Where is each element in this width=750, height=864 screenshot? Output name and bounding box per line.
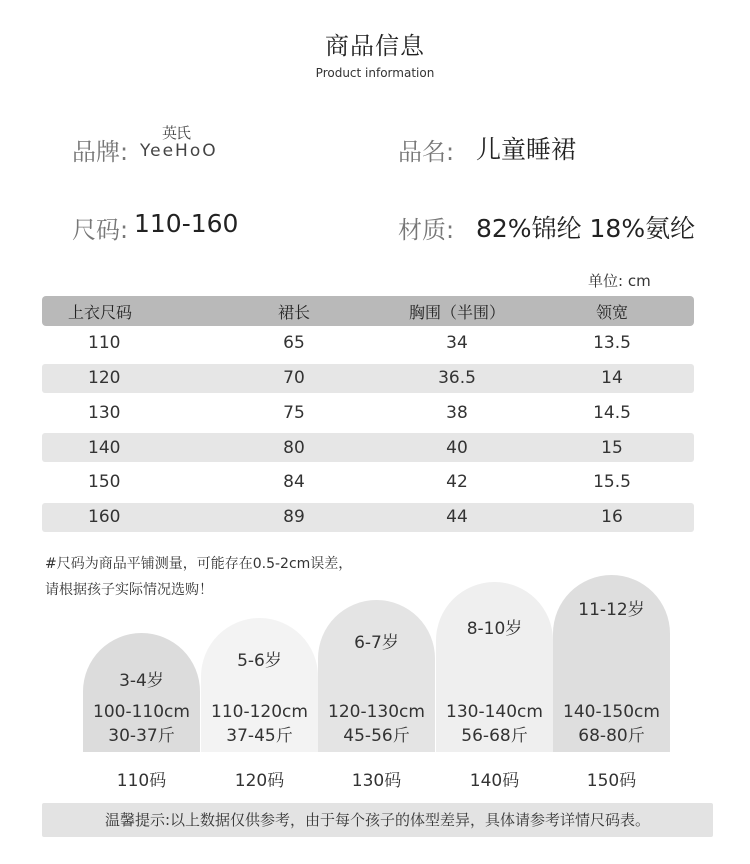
table-header-cell: 上衣尺码 <box>68 302 133 322</box>
product-name-value: 儿童睡裙 <box>476 135 577 164</box>
weight-range: 56-68斤 <box>461 726 528 746</box>
table-row <box>42 396 694 431</box>
age-guide-card <box>318 600 435 752</box>
table-cell: 120 <box>88 368 121 388</box>
table-cell: 15 <box>601 437 623 458</box>
table-cell: 80 <box>283 437 305 458</box>
table-cell: 42 <box>446 472 468 493</box>
height-range: 110-120cm <box>211 702 308 722</box>
size-value: 110-160 <box>134 209 239 238</box>
age-guide-card <box>201 618 318 752</box>
age-label: 11-12岁 <box>578 600 645 620</box>
table-cell: 84 <box>283 472 305 493</box>
table-cell: 150 <box>88 472 121 493</box>
table-row <box>42 326 694 361</box>
age-guide-card <box>436 582 553 752</box>
size-code: 140码 <box>469 771 520 791</box>
table-cell: 15.5 <box>593 472 631 493</box>
table-cell: 38 <box>446 402 468 423</box>
table-cell: 34 <box>446 333 468 354</box>
height-range: 140-150cm <box>563 702 660 722</box>
table-cell: 130 <box>88 402 121 423</box>
unit-label: 单位: cm <box>588 272 651 290</box>
page-subtitle: Product information <box>315 66 435 80</box>
age-label: 5-6岁 <box>237 651 282 671</box>
table-cell: 16 <box>601 507 623 527</box>
weight-range: 30-37斤 <box>108 726 175 746</box>
table-row <box>42 503 694 532</box>
table-header-cell: 领宽 <box>595 302 628 322</box>
size-code: 130码 <box>351 771 402 791</box>
size-label: 尺码: <box>72 216 129 244</box>
weight-range: 68-80斤 <box>578 726 645 746</box>
purchase-note: 请根据孩子实际情况选购！ <box>45 582 213 598</box>
product-name-label: 品名: <box>398 138 455 166</box>
table-cell: 36.5 <box>438 368 476 388</box>
weight-range: 45-56斤 <box>343 726 410 746</box>
table-cell: 40 <box>446 437 468 458</box>
table-cell: 110 <box>88 333 121 354</box>
size-table <box>42 296 694 535</box>
table-cell: 160 <box>88 507 121 527</box>
size-code: 110码 <box>116 771 167 791</box>
material-value: 82%锦纶 18%氨纶 <box>476 214 696 243</box>
table-header-cell: 裙长 <box>278 302 311 322</box>
weight-range: 37-45斤 <box>226 726 293 746</box>
page-title: 商品信息 <box>325 32 425 60</box>
material-label: 材质: <box>398 216 455 244</box>
table-header-cell: 胸围（半围） <box>408 302 505 322</box>
age-guide-card <box>83 633 200 752</box>
height-range: 100-110cm <box>93 702 190 722</box>
age-label: 6-7岁 <box>354 633 399 653</box>
brand-label: 品牌: <box>72 138 129 166</box>
table-cell: 70 <box>283 368 305 388</box>
brand-logo <box>140 122 240 162</box>
height-range: 130-140cm <box>446 702 543 722</box>
size-code: 150码 <box>586 771 637 791</box>
table-header-row <box>42 296 694 326</box>
table-cell: 75 <box>283 402 305 423</box>
age-label: 3-4岁 <box>119 671 164 691</box>
table-cell: 14.5 <box>593 402 631 423</box>
table-cell: 44 <box>446 507 468 527</box>
brand-logo-cn: 英氏 <box>162 124 191 142</box>
age-guide-card <box>553 575 670 752</box>
size-code: 120码 <box>234 771 285 791</box>
table-row <box>42 465 694 500</box>
table-cell: 140 <box>88 437 121 458</box>
table-row <box>42 433 694 462</box>
table-row <box>42 364 694 393</box>
age-label: 8-10岁 <box>466 619 523 639</box>
table-cell: 14 <box>601 368 623 388</box>
brand-logo-en: YeeHoO <box>140 141 218 161</box>
measurement-note: #尺码为商品平铺测量，可能存在0.5-2cm误差， <box>45 556 353 572</box>
tip-banner: 温馨提示:以上数据仅供参考，由于每个孩子的体型差异，具体请参考详情尺码表。 <box>42 803 713 837</box>
table-cell: 65 <box>283 333 305 354</box>
height-range: 120-130cm <box>328 702 425 722</box>
table-cell: 89 <box>283 507 305 527</box>
table-cell: 13.5 <box>593 333 631 354</box>
